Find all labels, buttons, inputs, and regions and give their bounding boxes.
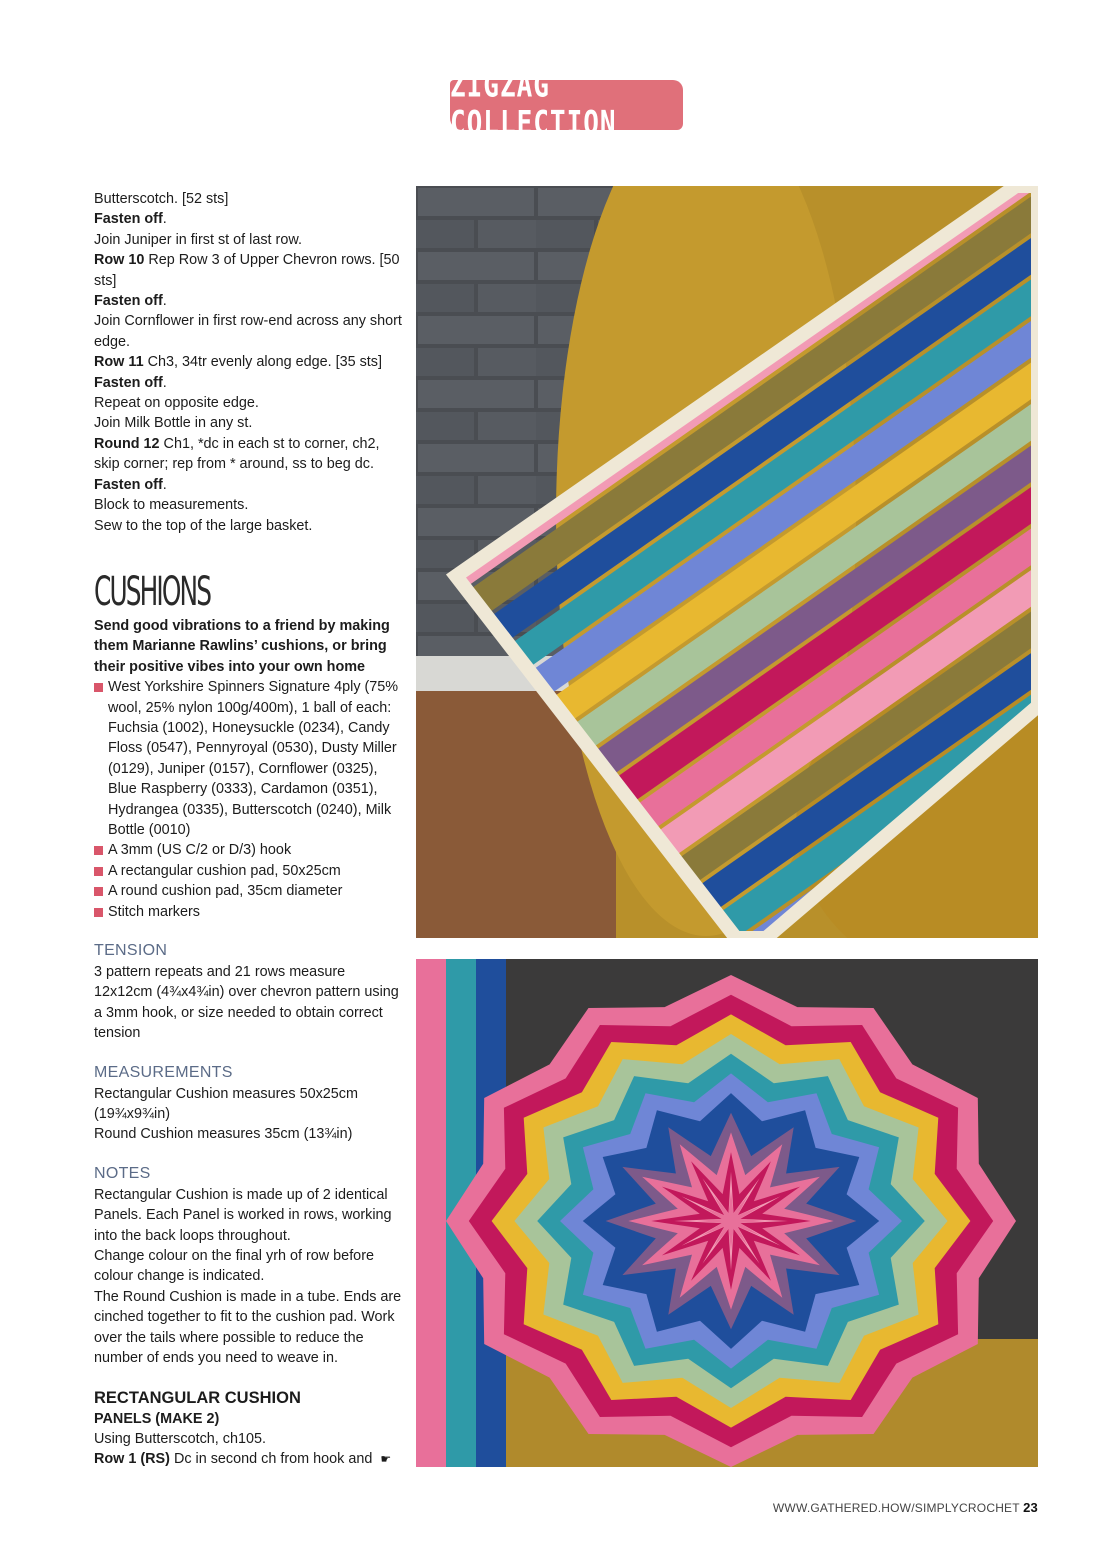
instruction-text: Repeat on opposite edge.	[94, 395, 259, 412]
instruction-line	[94, 189, 406, 209]
instruction-label: Round 12	[94, 435, 160, 452]
panels-line: Using Butterscotch, ch105.	[94, 1430, 266, 1447]
banner-title: ZIGZAG COLLECTION	[450, 67, 617, 143]
instruction-label: Row 11	[94, 354, 144, 371]
instruction-line	[94, 373, 406, 393]
note-2: Change colour on the final yrh of row before colour change is indicated.	[94, 1248, 374, 1285]
page-footer	[773, 1500, 1038, 1515]
instruction-line	[94, 516, 406, 536]
instruction-line	[94, 250, 406, 291]
collection-banner	[450, 67, 683, 143]
instruction-text: Rep Row 3 of Upper Chevron rows. [50 sts]	[94, 252, 400, 289]
instruction-text: Join Juniper in first st of last row.	[94, 231, 302, 248]
panels-heading: PANELS (MAKE 2)	[94, 1410, 220, 1427]
instruction-line	[94, 495, 406, 515]
intro-text: Send good vibrations to a friend by making them Marianne Rawlins’ cushions, or bring their positive vibes into your own home	[94, 617, 390, 675]
material-item: A rectangular cushion pad, 50x25cm	[94, 861, 406, 881]
materials-list	[94, 677, 406, 922]
instruction-line	[94, 434, 406, 475]
notes-heading: NOTES	[94, 1164, 151, 1182]
rectangular-cushion-heading: RECTANGULAR CUSHION	[94, 1388, 301, 1407]
instruction-label: Fasten off	[94, 211, 163, 228]
instruction-text: Ch3, 34tr evenly along edge. [35 sts]	[143, 354, 382, 371]
round-cushion-photo	[416, 959, 1038, 1467]
rectangular-cushion-photo	[416, 186, 1038, 938]
note-3: The Round Cushion is made in a tube. Ends are cinched together to fit to the cushion pad. Work over the tails where possible to reduce the number of ends you need to weave in.	[94, 1288, 402, 1367]
pointing-hand-icon: ☛	[380, 1452, 392, 1467]
row1-label: Row 1 (RS)	[94, 1451, 170, 1468]
row1-line	[94, 1449, 406, 1469]
instruction-line	[94, 209, 406, 229]
row1-text: Dc in second ch from hook and	[169, 1451, 373, 1468]
instruction-line	[94, 311, 406, 352]
measurement-rect: Rectangular Cushion measures 50x25cm (19¾x9¾in)	[94, 1085, 358, 1123]
instruction-text: .	[162, 211, 167, 228]
instruction-text: Butterscotch. [52 sts]	[94, 191, 229, 207]
measurement-round: Round Cushion measures 35cm (13¾in)	[94, 1126, 353, 1143]
material-item: A round cushion pad, 35cm diameter	[94, 881, 406, 901]
instruction-label: Row 10	[94, 252, 145, 269]
instruction-text: Ch1, *dc in each st to corner, ch2, skip corner; rep from * around, ss to beg dc.	[94, 435, 380, 473]
tension-heading: TENSION	[94, 942, 168, 959]
instruction-line	[94, 352, 406, 372]
continuation-instructions	[94, 189, 406, 536]
instruction-text: Sew to the top of the large basket.	[94, 517, 313, 534]
instruction-line	[94, 230, 406, 250]
material-item: West Yorkshire Spinners Signature 4ply (75% wool, 25% nylon 100g/400m), 1 ball of each: Fuchsia (1002), Honeysuckle (0234), Candy Floss (0547), Pennyroyal (0530), Dusty Miller (0129), Juniper (0157), Cornflower (0325), Blue Raspberry (0333), Cardamon (0351), Hydrangea (0335), Butterscotch (0240), Milk Bottle (0010)	[94, 677, 406, 840]
instruction-text: .	[162, 293, 167, 310]
instruction-text: Join Milk Bottle in any st.	[94, 415, 253, 432]
text-column	[94, 189, 406, 1470]
page-number: 23	[1023, 1500, 1038, 1515]
material-item: A 3mm (US C/2 or D/3) hook	[94, 840, 406, 860]
instruction-text: Join Cornflower in first row-end across any short edge.	[94, 313, 402, 350]
instruction-text: .	[162, 374, 167, 391]
instruction-label: Fasten off	[94, 374, 163, 391]
note-1: Rectangular Cushion is made up of 2 identical Panels. Each Panel is worked in rows, working into the back loops throughout.	[94, 1186, 392, 1244]
instruction-text: .	[162, 476, 167, 493]
tension-text: 3 pattern repeats and 21 rows measure 12x12cm (4¾x4¾in) over chevron pattern using a 3mm hook, or size needed to obtain correct tension	[94, 964, 399, 1042]
section-title: CUSHIONS	[94, 568, 211, 615]
instruction-line	[94, 393, 406, 413]
instruction-label: Fasten off	[94, 293, 163, 310]
instruction-line	[94, 291, 406, 311]
instruction-line	[94, 413, 406, 433]
instruction-line	[94, 475, 406, 495]
measurements-heading: MEASUREMENTS	[94, 1063, 233, 1081]
footer-url: WWW.GATHERED.HOW/SIMPLYCROCHET	[772, 1501, 1020, 1515]
instruction-text: Block to measurements.	[94, 497, 249, 514]
material-item: Stitch markers	[94, 902, 406, 922]
instruction-label: Fasten off	[94, 476, 163, 493]
